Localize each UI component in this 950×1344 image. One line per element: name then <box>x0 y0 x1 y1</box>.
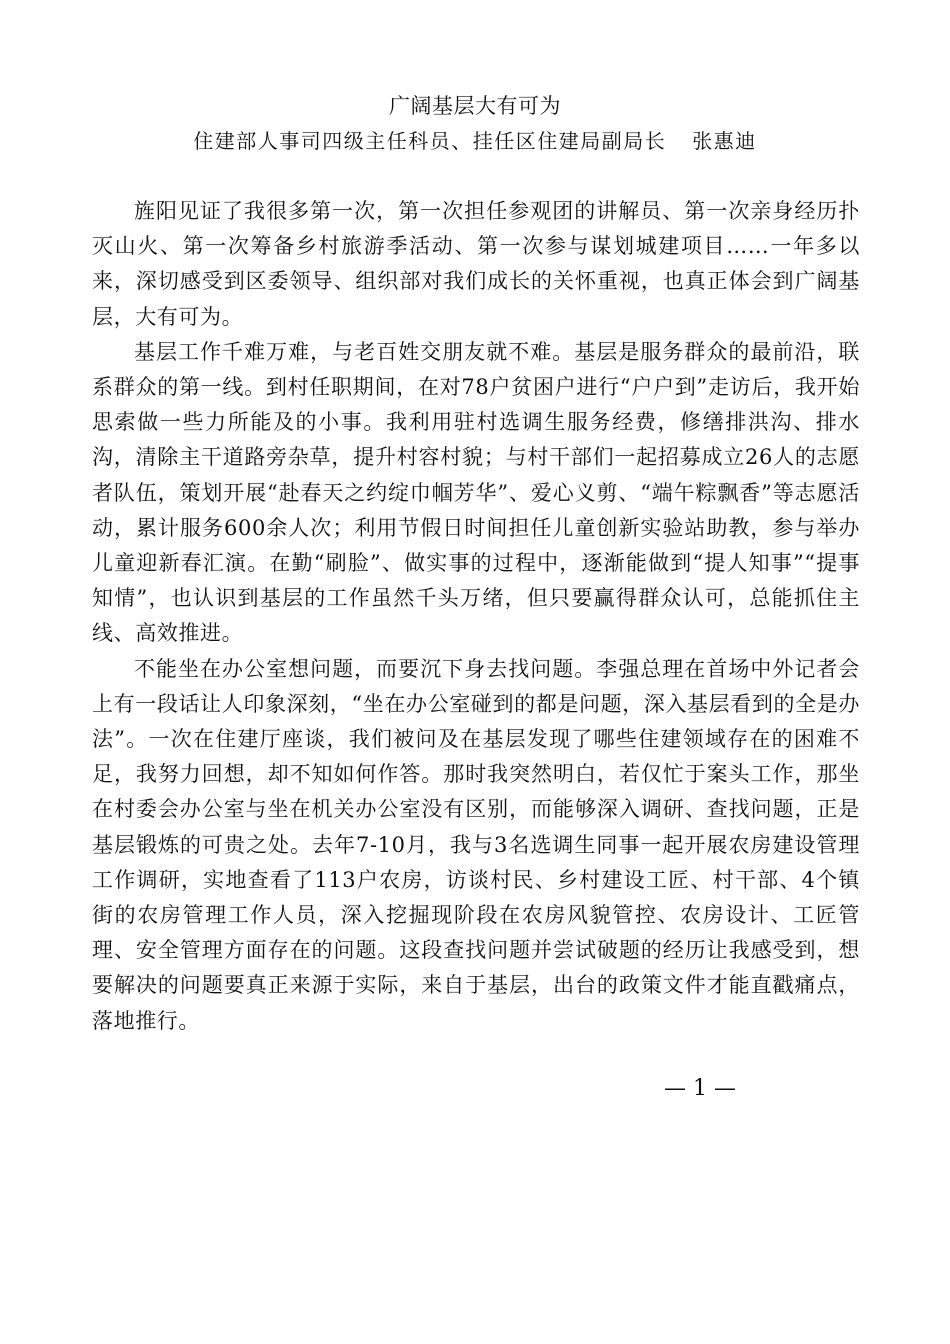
author-line <box>0 127 950 155</box>
author-name: 张惠迪 <box>692 129 757 153</box>
article-body <box>92 194 860 1039</box>
page-number: — 1 — <box>664 1076 736 1101</box>
document-title: 广阔基层大有可为 <box>389 94 561 118</box>
author-position: 住建部人事司四级主任科员、挂任区住建局副局长 <box>193 129 667 153</box>
paragraph-2: 基层工作千难万难，与老百姓交朋友就不难。基层是服务群众的最前沿，联系群众的第一线。到村任职期间，在对78户贫困户进行“户户到”走访后，我开始思索做一些力所能及的小事。我利用驻村选调生服务经费，修缮排洪沟、排水沟，清除主干道路旁杂草，提升村容村貌；与村干部们一起招募成立26人的志愿者队伍，策划开展“赴春天之约绽巾帼芳华”、爱心义剪、“端午粽飘香”等志愿活动，累计服务600余人次；利用节假日时间担任儿童创新实验站助教，参与举办儿童迎新春汇演。在勤“刷脸”、做实事的过程中，逐渐能做到“提人知事”“提事知情”，也认识到基层的工作虽然千头万绪，但只要赢得群众认可，总能抓住主线、高效推进。 <box>92 339 860 646</box>
paragraph-1: 旌阳见证了我很多第一次，第一次担任参观团的讲解员、第一次亲身经历扑灭山火、第一次筹备乡村旅游季活动、第一次参与谋划城建项目……一年多以来，深切感受到区委领导、组织部对我们成长的关怀重视，也真正体会到广阔基层，大有可为。 <box>92 199 860 329</box>
paragraph-3: 不能坐在办公室想问题，而要沉下身去找问题。李强总理在首场中外记者会上有一段话让人印象深刻，“坐在办公室碰到的都是问题，深入基层看到的全是办法”。一次在住建厅座谈，我们被问及在基层发现了哪些住建领域存在的困难不足，我努力回想，却不知如何作答。那时我突然明白，若仅忙于案头工作，那坐在村委会办公室与坐在机关办公室没有区别，而能够深入调研、查找问题，正是基层锻炼的可贵之处。去年7-10月，我与3名选调生同事一起开展农房建设管理工作调研，实地查看了113户农房，访谈村民、乡村建设工匠、村干部、4个镇街的农房管理工作人员，深入挖掘现阶段在农房风貌管控、农房设计、工匠管理、安全管理方面存在的问题。这段查找问题并尝试破题的经历让我感受到，想要解决的问题要真正来源于实际，来自于基层，出台的政策文件才能直戳痛点，落地推行。 <box>92 656 860 1033</box>
